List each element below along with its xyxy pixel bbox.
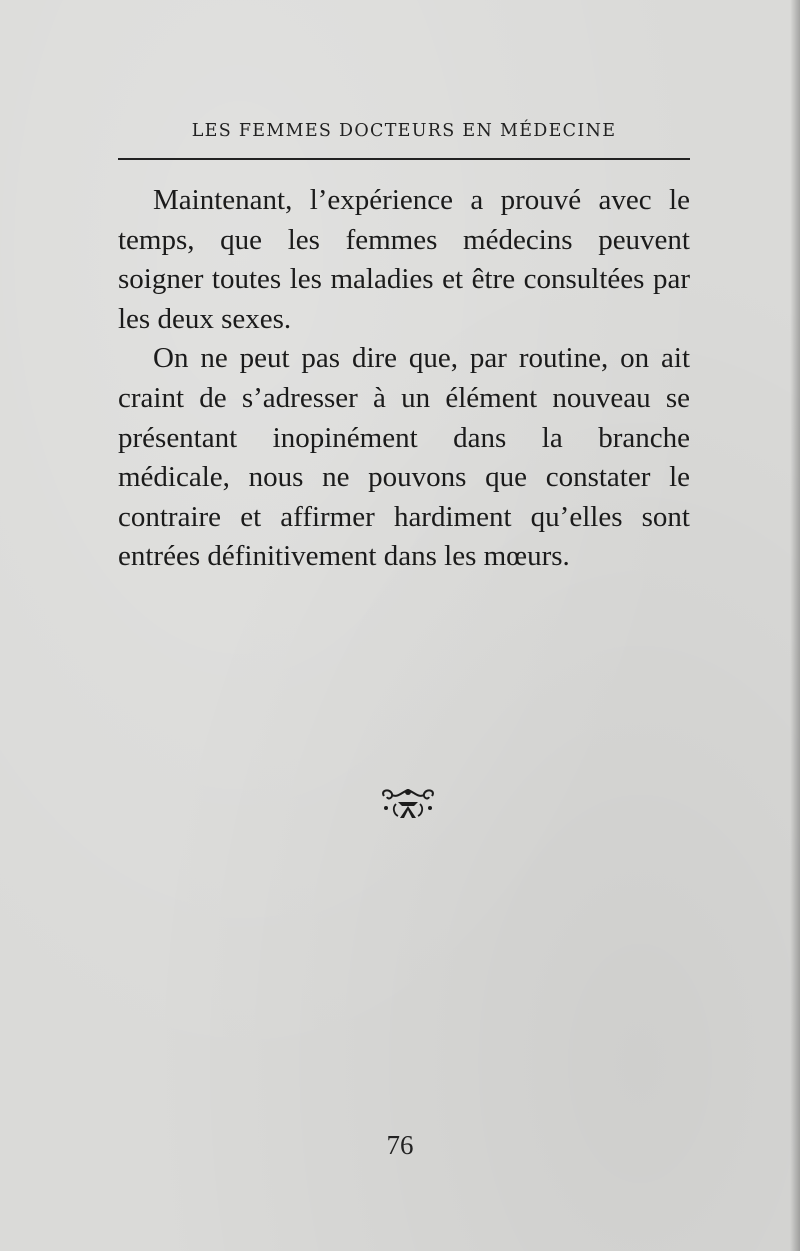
paragraph-1: Maintenant, l’expérience a prouvé avec le temps, que les femmes médecins peuvent soigner toutes les maladies et être consultées par les deux sexes. <box>118 184 690 335</box>
body-text <box>118 181 690 577</box>
page-edge-shadow <box>790 0 800 1251</box>
running-head: LES FEMMES DOCTEURS EN MÉDECINE <box>191 121 617 141</box>
page-number: 76 <box>386 1130 414 1160</box>
fleuron-ornament-icon <box>378 786 438 822</box>
header-rule <box>118 158 690 160</box>
paragraph-2: On ne peut pas dire que, par routine, on ait craint de s’adresser à un élément nouveau se présentant inopinément dans la branche médicale, nous ne pouvons que constater le contraire et affirmer hardiment qu’elles sont entrées définitivement dans les mœurs. <box>118 342 690 573</box>
